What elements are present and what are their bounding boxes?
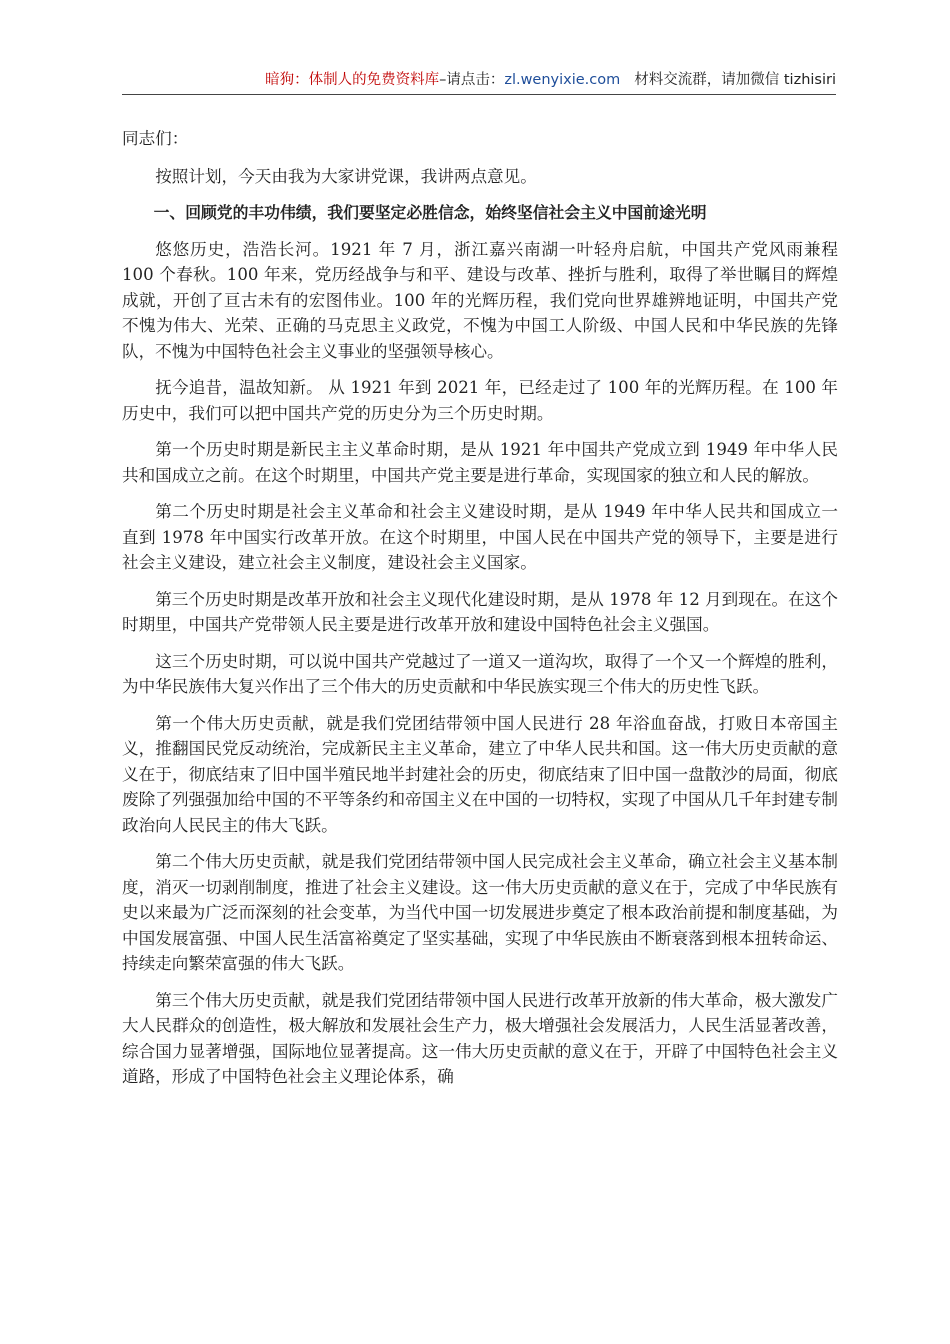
paragraph: 抚今追昔，温故知新。 从 1921 年到 2021 年，已经走过了 100 年的光辉历程。在 100 年历史中，我们可以把中国共产党的历史分为三个历史时期。 [122,378,838,423]
header-wechat-note: 材料交流群，请加微信 tizhisiri [634,72,836,88]
paragraph: 这三个历史时期，可以说中国共产党越过了一道又一道沟坎，取得了一个又一个辉煌的胜利，为中华民族伟大复兴作出了三个伟大的历史贡献和中华民族实现三个伟大的历史性飞跃。 [122,651,838,696]
salutation: 同志们： [122,129,189,148]
paragraph: 悠悠历史，浩浩长河。1921 年 7 月，浙江嘉兴南湖一叶轻舟启航，中国共产党风雨兼程 100 个春秋。100 年来，党历经战争与和平、建设与改革、挫折与胜利，取得了举世瞩目的辉煌成就，开创了亘古未有的宏图伟业。100 年的光辉历程，我们党向世界雄辨地证明，中国共产党不愧为伟大、光荣、正确的马克思主义政党，不愧为中国工人阶级、中国人民和中华民族的先锋队，不愧为中国特色社会主义事业的坚强领导核心。 [122,239,838,361]
document-body [122,126,838,1101]
paragraph: 第一个历史时期是新民主主义革命时期，是从 1921 年中国共产党成立到 1949 年中华人民共和国成立之前。在这个时期里，中国共产党主要是进行革命，实现国家的独立和人民的解放。 [122,440,838,485]
header-click-prompt: –请点击： [439,72,505,88]
paragraph: 第三个伟大历史贡献，就是我们党团结带领中国人民进行改革开放新的伟大革命，极大激发广大人民群众的创造性，极大解放和发展社会生产力，极大增强社会发展活力，人民生活显著改善，综合国力显著增强，国际地位显著提高。这一伟大历史贡献的意义在于，开辟了中国特色社会主义道路，形成了中国特色社会主义理论体系，确 [122,990,838,1086]
paragraph: 第一个伟大历史贡献，就是我们党团结带领中国人民进行 28 年浴血奋战，打败日本帝国主义，推翻国民党反动统治，完成新民主主义革命，建立了中华人民共和国。这一伟大历史贡献的意义在于，彻底结束了旧中国半殖民地半封建社会的历史，彻底结束了旧中国一盘散沙的局面，彻底废除了列强强加给中国的不平等条约和帝国主义在中国的一切特权，实现了中国从几千年封建专制政治向人民民主的伟大飞跃。 [122,713,838,835]
header-site-name: 暗狗：体制人的免费资料库 [265,72,440,88]
section-heading: 一、回顾党的丰功伟绩，我们要坚定必胜信念，始终坚信社会主义中国前途光明 [153,203,707,222]
header-link[interactable]: zl.wenyixie.com [504,72,621,88]
paragraph: 第二个历史时期是社会主义革命和社会主义建设时期，是从 1949 年中华人民共和国成立一直到 1978 年中国实行改革开放。在这个时期里，中国人民在中国共产党的领导下，主要是进行社会主义建设，建立社会主义制度，建设社会主义国家。 [122,502,838,572]
paragraph: 第三个历史时期是改革开放和社会主义现代化建设时期，是从 1978 年 12 月到现在。在这个时期里，中国共产党带领人民主要是进行改革开放和建设中国特色社会主义强国。 [122,589,838,634]
page-header [122,70,836,95]
paragraph: 第二个伟大历史贡献，就是我们党团结带领中国人民完成社会主义革命，确立社会主义基本制度，消灭一切剥削制度，推进了社会主义建设。这一伟大历史贡献的意义在于，完成了中华民族有史以来最为广泛而深刻的社会变革，为当代中国一切发展进步奠定了根本政治前提和制度基础，为中国发展富强、中国人民生活富裕奠定了坚实基础，实现了中华民族由不断衰落到根本扭转命运、持续走向繁荣富强的伟大飞跃。 [122,852,838,973]
paragraph-intro: 按照计划，今天由我为大家讲党课，我讲两点意见。 [155,166,537,186]
